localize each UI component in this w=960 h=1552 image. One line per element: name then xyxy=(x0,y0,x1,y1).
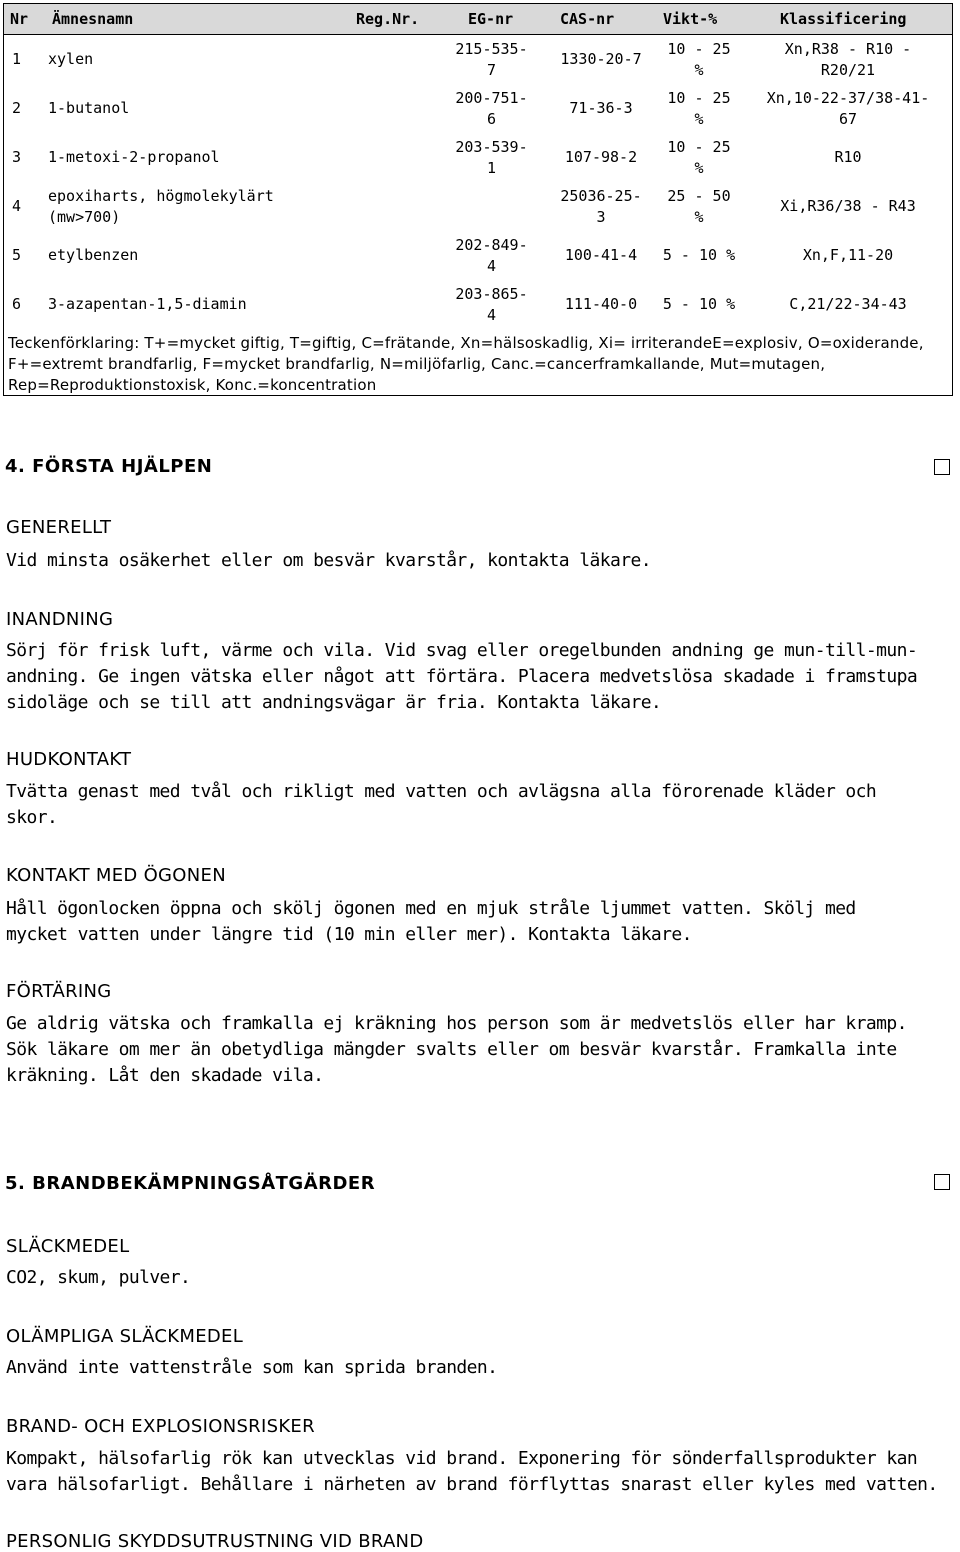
section-4-title: 4. FÖRSTA HJÄLPEN xyxy=(5,456,213,477)
cell-cas: 100-41-4 xyxy=(564,246,638,264)
cell-name: epoxiharts, högmolekylärt (mw>700) xyxy=(48,187,274,226)
cell-klassificering: Xn,F,11-20 xyxy=(802,246,894,264)
cell-cas: 1330-20-7 xyxy=(560,50,642,68)
header-egnr: EG-nr xyxy=(468,10,514,28)
cell-ec: 202-849- 4 xyxy=(455,236,528,275)
cell-nr: 2 xyxy=(12,99,22,117)
composition-table xyxy=(3,3,953,396)
subheading-brand-och-explosionsrisker: BRAND- OCH EXPLOSIONSRISKER xyxy=(6,1416,315,1437)
paragraph-brand-och-explosionsrisker: Kompakt, hälsofarlig rök kan utvecklas vid brand. Exponering för sönderfallsprodukter kan vara hälsofarligt. Behållare i närheten av brand förflyttas snarast eller kyles med vatten. xyxy=(6,1448,938,1495)
cell-cas: 111-40-0 xyxy=(564,295,638,313)
cell-nr: 4 xyxy=(12,197,22,215)
section-5-title: 5. BRANDBEKÄMPNINGSÅTGÄRDER xyxy=(5,1173,376,1194)
table-row xyxy=(4,184,952,232)
cell-name: xylen xyxy=(48,50,94,68)
cell-vikt: 10 - 25 % xyxy=(667,40,731,79)
cell-cas: 107-98-2 xyxy=(564,148,638,166)
cell-nr: 1 xyxy=(12,50,22,68)
subheading-olampliga-slackmedel: OLÄMPLIGA SLÄCKMEDEL xyxy=(6,1326,244,1347)
subheading-slackmedel: SLÄCKMEDEL xyxy=(6,1236,130,1257)
cell-nr: 5 xyxy=(12,246,22,264)
cell-ec: 203-865- 4 xyxy=(455,285,528,324)
header-regnr: Reg.Nr. xyxy=(356,10,420,28)
table-row xyxy=(4,233,952,281)
cell-klassificering: C,21/22-34-43 xyxy=(789,295,907,313)
subheading-fortaring: FÖRTÄRING xyxy=(6,981,112,1002)
cell-klassificering: Xn,10-22-37/38-41- 67 xyxy=(766,89,930,128)
table-row xyxy=(4,37,952,85)
cell-name: 3-azapentan-1,5-diamin xyxy=(48,295,247,313)
cell-vikt: 5 - 10 % xyxy=(662,246,736,264)
cell-ec: 215-535- 7 xyxy=(455,40,528,79)
subheading-generellt: GENERELLT xyxy=(6,517,112,538)
cell-cas: 25036-25- 3 xyxy=(560,187,642,226)
paragraph-inandning: Sörj för frisk luft, värme och vila. Vid svag eller oregelbunden andning ge mun-till-mun- andning. Ge ingen vätska eller något att förtära. Placera medvetslösa skadade i framstupa sidoläge och se till att andningsvägar är fria. Kontakta läkare. xyxy=(6,640,918,713)
subheading-inandning: INANDNING xyxy=(6,609,114,630)
paragraph-slackmedel: CO2, skum, pulver. xyxy=(6,1267,191,1288)
subheading-kontakt-med-ogonen: KONTAKT MED ÖGONEN xyxy=(6,865,226,886)
cell-klassificering: R10 xyxy=(834,148,862,166)
cell-vikt: 5 - 10 % xyxy=(662,295,736,313)
table-row xyxy=(4,135,952,183)
table-header-row xyxy=(4,4,952,35)
table-row xyxy=(4,282,952,330)
cell-name: 1-butanol xyxy=(48,99,130,117)
cell-nr: 6 xyxy=(12,295,22,313)
cell-cas: 71-36-3 xyxy=(569,99,633,117)
header-casnr: CAS-nr xyxy=(560,10,615,28)
section-4-checkbox[interactable] xyxy=(934,459,950,475)
paragraph-hudkontakt: Tvätta genast med tvål och rikligt med vatten och avlägsna alla förorenade kläder och skor. xyxy=(6,781,877,828)
cell-ec: 200-751- 6 xyxy=(455,89,528,128)
table-row xyxy=(4,86,952,134)
paragraph-generellt: Vid minsta osäkerhet eller om besvär kvarstår, kontakta läkare. xyxy=(6,550,651,571)
subheading-hudkontakt: HUDKONTAKT xyxy=(6,749,132,770)
paragraph-fortaring: Ge aldrig vätska och framkalla ej kräkning hos person som är medvetslös eller har kramp. Sök läkare om mer än obetydliga mängder svalts eller om besvär kvarstår. Framkalla inte kräkning. Låt den skadade vila. xyxy=(6,1013,907,1086)
cell-nr: 3 xyxy=(12,148,22,166)
header-klassificering: Klassificering xyxy=(780,10,907,28)
paragraph-kontakt-med-ogonen: Håll ögonlocken öppna och skölj ögonen med en mjuk stråle ljummet vatten. Skölj med mycket vatten under längre tid (10 min eller mer). Kontakta läkare. xyxy=(6,898,856,945)
cell-name: 1-metoxi-2-propanol xyxy=(48,148,220,166)
cell-klassificering: Xi,R36/38 - R43 xyxy=(780,197,916,215)
table-legend: Teckenförklaring: T+=mycket giftig, T=giftig, C=frätande, Xn=hälsoskadlig, Xi= irriterandeE=explosiv, O=oxiderande, F+=extremt brandfarlig, F=mycket brandfarlig, N=miljöfarlig, Canc.=cancerframkallande, Mut=mutagen, Rep=Reproduktionstoxisk, Konc.=koncentration xyxy=(8,334,924,394)
header-vikt: Vikt-% xyxy=(663,10,718,28)
cell-ec: 203-539- 1 xyxy=(455,138,528,177)
section-5-checkbox[interactable] xyxy=(934,1174,950,1190)
paragraph-olampliga-slackmedel: Använd inte vattenstråle som kan sprida branden. xyxy=(6,1357,498,1378)
header-nr: Nr xyxy=(10,10,29,28)
cell-klassificering: Xn,R38 - R10 - R20/21 xyxy=(784,40,912,79)
header-amnesnamn: Ämnesnamn xyxy=(52,10,134,28)
cell-vikt: 10 - 25 % xyxy=(667,89,731,128)
cell-vikt: 25 - 50 % xyxy=(667,187,731,226)
cell-vikt: 10 - 25 % xyxy=(667,138,731,177)
cell-name: etylbenzen xyxy=(48,246,139,264)
subheading-personlig-skyddsutrustning: PERSONLIG SKYDDSUTRUSTNING VID BRAND xyxy=(6,1531,424,1552)
